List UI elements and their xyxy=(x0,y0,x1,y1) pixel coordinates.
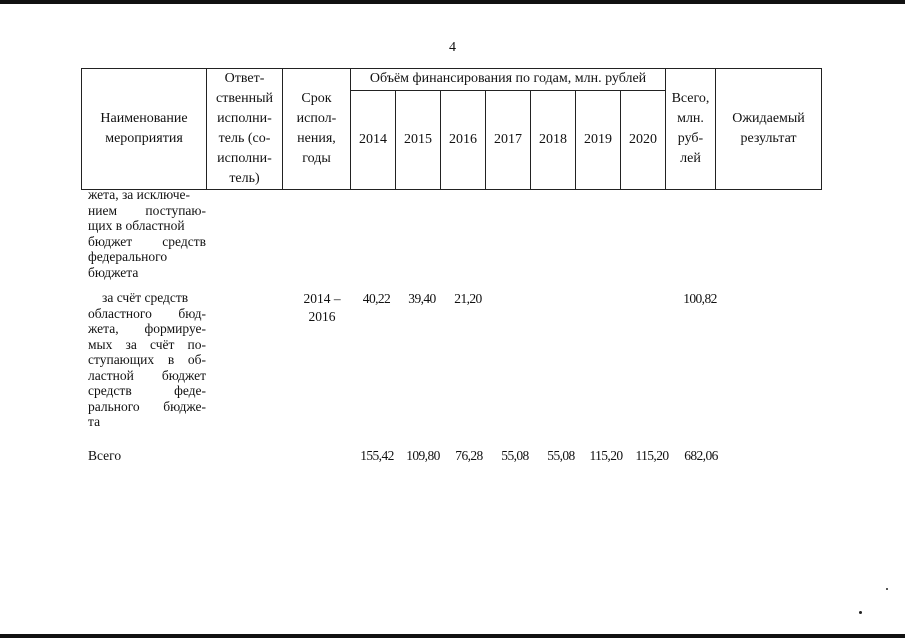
scan-speck xyxy=(859,611,862,614)
table-header xyxy=(81,68,822,190)
page-number: 4 xyxy=(449,40,456,55)
row-regional-budget-name: за счёт средств областного бюд- жета, формируе- мых за счёт по- ступающих в об- ластной бюджет средств феде- рального бюдже- та xyxy=(88,290,206,429)
row-total-value-2020: 115,20 xyxy=(635,448,669,463)
header-year-2016: 2016 xyxy=(441,90,486,189)
row-regional-value-2015: 39,40 xyxy=(408,291,436,306)
header-year-2015: 2015 xyxy=(396,90,441,189)
row-continuation-name: жета, за исключе- нием поступаю- щих в областной бюджет средств федерального бюджета xyxy=(88,187,206,280)
row-total-value-2014: 155,42 xyxy=(360,448,394,463)
row-total-value-2019: 115,20 xyxy=(589,448,623,463)
row-total-value-2017: 55,08 xyxy=(501,448,529,463)
row-regional-value-2016: 21,20 xyxy=(454,291,482,306)
row-total-value-2018: 55,08 xyxy=(547,448,575,463)
header-term-cell: Срок испол- нения, годы xyxy=(283,69,351,190)
header-year-2018: 2018 xyxy=(531,90,576,189)
row-regional-total: 100,82 xyxy=(683,291,717,306)
scan-speck xyxy=(886,588,888,590)
row-total-name: Всего xyxy=(88,448,122,463)
page-top-rule xyxy=(0,0,905,4)
header-year-2020: 2020 xyxy=(621,90,666,189)
header-name-cell: Наименование мероприятия xyxy=(82,69,207,190)
row-total-grand-total: 682,06 xyxy=(684,448,718,463)
row-regional-value-2014: 40,22 xyxy=(362,291,391,306)
row-regional-term: 2014 – 2016 xyxy=(303,291,341,324)
header-year-2014: 2014 xyxy=(351,90,396,189)
header-year-2019: 2019 xyxy=(576,90,621,189)
row-total-value-2016: 76,28 xyxy=(455,448,483,463)
header-funding-group: Объём финансирования по годам, млн. рублей xyxy=(351,69,666,91)
page-bottom-rule xyxy=(0,634,905,638)
header-total-cell: Всего, млн. руб- лей xyxy=(666,69,716,190)
header-year-2017: 2017 xyxy=(486,90,531,189)
header-responsible-cell: Ответ- ственный исполни- тель (со- исполни- тель) xyxy=(207,69,283,190)
header-result-cell: Ожидаемый результат xyxy=(716,69,822,190)
row-total-value-2015: 109,80 xyxy=(406,448,440,463)
